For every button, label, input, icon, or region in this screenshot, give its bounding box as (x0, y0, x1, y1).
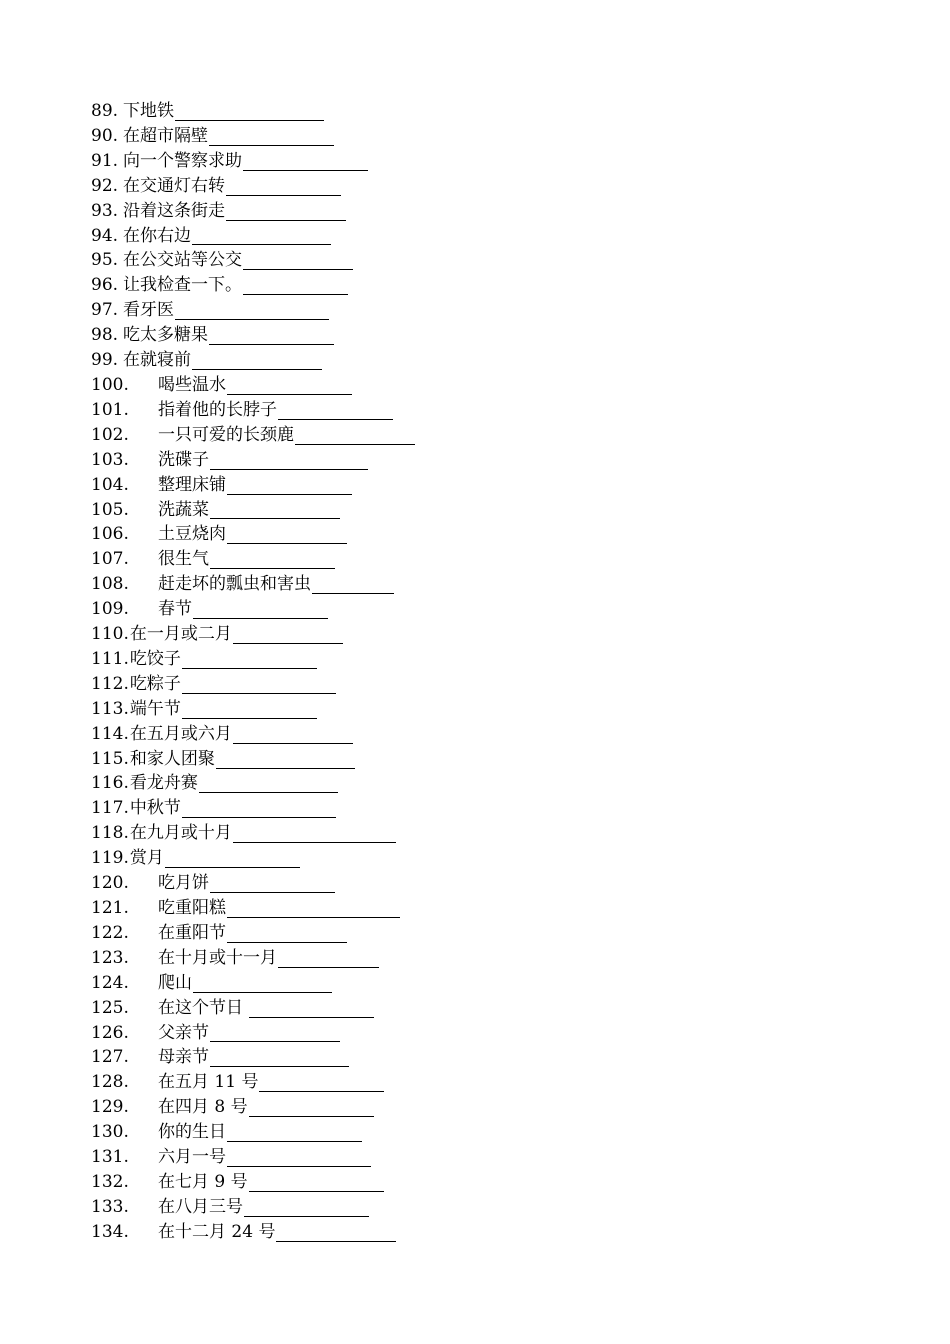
item-number: 123. (91, 947, 129, 968)
item-number: 117. (91, 798, 129, 819)
item-number: 116. (91, 773, 129, 794)
item-number: 98. (91, 325, 119, 346)
item-text: 在十二月 24 号 (158, 1221, 276, 1242)
answer-blank[interactable] (182, 704, 317, 719)
answer-blank[interactable] (175, 106, 324, 121)
list-item (91, 921, 911, 946)
item-number: 132. (91, 1171, 129, 1192)
answer-blank[interactable] (175, 305, 329, 320)
item-text: 喝些温水 (158, 374, 226, 395)
list-item (91, 373, 911, 398)
item-number: 112. (91, 673, 129, 694)
answer-blank[interactable] (227, 1127, 362, 1142)
answer-blank[interactable] (227, 380, 352, 395)
list-item (91, 298, 911, 323)
item-number: 124. (91, 972, 129, 993)
item-number: 99. (91, 350, 119, 371)
item-number: 115. (91, 748, 129, 769)
item-text: 在五月 11 号 (158, 1072, 259, 1093)
item-number: 91. (91, 150, 119, 171)
list-item (91, 124, 911, 149)
answer-blank[interactable] (209, 131, 334, 146)
answer-blank[interactable] (226, 206, 346, 221)
list-item (91, 99, 911, 124)
list-item (91, 622, 911, 647)
list-item (91, 896, 911, 921)
item-number: 96. (91, 275, 119, 296)
item-text: 你的生日 (158, 1122, 226, 1143)
item-number: 104. (91, 474, 129, 495)
item-number: 100. (91, 374, 129, 395)
list-item (91, 647, 911, 672)
item-number: 113. (91, 698, 129, 719)
answer-blank[interactable] (226, 181, 341, 196)
list-item (91, 473, 911, 498)
item-text: 整理床铺 (158, 474, 226, 495)
item-number: 95. (91, 250, 119, 271)
worksheet-list (91, 99, 911, 1245)
answer-blank[interactable] (192, 355, 322, 370)
item-text: 在九月或十月 (129, 823, 232, 844)
list-item (91, 771, 911, 796)
list-item (91, 248, 911, 273)
list-item (91, 224, 911, 249)
list-item (91, 597, 911, 622)
list-item (91, 522, 911, 547)
list-item (91, 448, 911, 473)
list-item (91, 846, 911, 871)
item-text: 中秋节 (129, 798, 181, 819)
list-item (91, 1220, 911, 1245)
list-item (91, 747, 911, 772)
item-text: 很生气 (158, 549, 209, 570)
item-text: 土豆烧肉 (158, 524, 226, 545)
answer-blank[interactable] (216, 754, 355, 769)
list-item (91, 323, 911, 348)
item-number: 126. (91, 1022, 129, 1043)
item-text: 春节 (158, 599, 192, 620)
item-text: 洗碟子 (158, 449, 209, 470)
item-text: 在十月或十一月 (158, 947, 277, 968)
item-text: 看龙舟赛 (129, 773, 198, 794)
answer-blank[interactable] (209, 330, 334, 345)
item-text: 在四月 8 号 (158, 1097, 248, 1118)
answer-blank[interactable] (210, 1052, 349, 1067)
list-item (91, 1195, 911, 1220)
item-number: 107. (91, 549, 129, 570)
answer-blank[interactable] (182, 803, 336, 818)
answer-blank[interactable] (244, 1202, 369, 1217)
list-item (91, 398, 911, 423)
item-number: 118. (91, 823, 129, 844)
item-number: 105. (91, 499, 129, 520)
item-number: 120. (91, 873, 129, 894)
list-item (91, 996, 911, 1021)
list-item (91, 348, 911, 373)
item-text: 指着他的长脖子 (158, 399, 277, 420)
list-item (91, 1120, 911, 1145)
item-text: 在一月或二月 (129, 624, 232, 645)
answer-blank[interactable] (233, 729, 353, 744)
list-item (91, 273, 911, 298)
item-number: 133. (91, 1196, 129, 1217)
item-number: 93. (91, 200, 119, 221)
item-text: 在七月 9 号 (158, 1171, 248, 1192)
item-number: 125. (91, 997, 129, 1018)
item-number: 114. (91, 723, 129, 744)
answer-blank[interactable] (278, 953, 379, 968)
item-text: 看牙医 (123, 300, 175, 321)
answer-blank[interactable] (182, 654, 317, 669)
item-text: 在五月或六月 (129, 723, 232, 744)
answer-blank[interactable] (210, 554, 335, 569)
list-item (91, 547, 911, 572)
list-item (91, 796, 911, 821)
item-text: 六月一号 (158, 1147, 226, 1168)
item-number: 127. (91, 1047, 129, 1068)
item-text: 吃粽子 (129, 673, 181, 694)
list-item (91, 1021, 911, 1046)
item-number: 122. (91, 922, 129, 943)
item-number: 119. (91, 848, 129, 869)
item-number: 110. (91, 624, 129, 645)
list-item (91, 871, 911, 896)
answer-blank[interactable] (182, 679, 336, 694)
item-text: 吃饺子 (129, 648, 181, 669)
item-number: 94. (91, 225, 119, 246)
answer-blank[interactable] (210, 1027, 340, 1042)
item-number: 128. (91, 1072, 129, 1093)
answer-blank[interactable] (193, 604, 328, 619)
list-item (91, 498, 911, 523)
list-item (91, 199, 911, 224)
item-number: 106. (91, 524, 129, 545)
item-text: 下地铁 (123, 101, 175, 121)
answer-blank[interactable] (249, 1177, 384, 1192)
answer-blank[interactable] (227, 480, 352, 495)
answer-blank[interactable] (165, 853, 300, 868)
list-item (91, 971, 911, 996)
item-text: 在就寝前 (123, 350, 192, 371)
answer-blank[interactable] (210, 455, 368, 470)
item-number: 102. (91, 424, 129, 445)
item-text: 沿着这条街走 (123, 200, 226, 221)
answer-blank[interactable] (243, 156, 368, 171)
answer-blank[interactable] (227, 1152, 371, 1167)
item-number: 129. (91, 1097, 129, 1118)
item-text: 在重阳节 (158, 922, 226, 943)
answer-blank[interactable] (227, 928, 347, 943)
answer-blank[interactable] (249, 1102, 374, 1117)
item-text: 洗蔬菜 (158, 499, 209, 520)
item-number: 131. (91, 1147, 129, 1168)
item-number: 108. (91, 574, 129, 595)
list-item (91, 722, 911, 747)
item-text: 一只可爱的长颈鹿 (158, 424, 294, 445)
list-item (91, 1095, 911, 1120)
list-item (91, 672, 911, 697)
list-item (91, 1145, 911, 1170)
item-text: 父亲节 (158, 1022, 209, 1043)
answer-blank[interactable] (243, 255, 353, 270)
list-item (91, 1170, 911, 1195)
answer-blank[interactable] (227, 903, 400, 918)
item-number: 89. (91, 101, 119, 121)
answer-blank[interactable] (276, 1227, 396, 1242)
item-text: 在交通灯右转 (123, 175, 226, 196)
answer-blank[interactable] (278, 405, 393, 420)
item-text: 爬山 (158, 972, 192, 993)
answer-blank[interactable] (259, 1077, 384, 1092)
list-item (91, 946, 911, 971)
item-text: 让我检查一下。 (123, 275, 243, 296)
item-number: 97. (91, 300, 119, 321)
item-text: 和家人团聚 (129, 748, 215, 769)
item-number: 109. (91, 599, 129, 620)
item-number: 92. (91, 175, 119, 196)
answer-blank[interactable] (295, 430, 415, 445)
answer-blank[interactable] (249, 1003, 374, 1018)
item-text: 吃太多糖果 (123, 325, 209, 346)
item-number: 90. (91, 125, 119, 146)
list-item (91, 1070, 911, 1095)
item-text: 赶走坏的瓢虫和害虫 (158, 574, 311, 595)
item-text: 赏月 (129, 848, 164, 869)
item-text: 在公交站等公交 (123, 250, 243, 271)
item-number: 111. (91, 648, 129, 669)
list-item (91, 423, 911, 448)
list-item (91, 697, 911, 722)
item-number: 134. (91, 1221, 129, 1242)
answer-blank[interactable] (193, 978, 332, 993)
item-number: 121. (91, 898, 129, 918)
answer-blank[interactable] (199, 778, 338, 793)
answer-blank[interactable] (312, 579, 394, 594)
item-text: 在你右边 (123, 225, 192, 246)
list-item (91, 1045, 911, 1070)
list-item (91, 572, 911, 597)
item-text: 在这个节日 (158, 997, 249, 1018)
list-item (91, 174, 911, 199)
answer-blank[interactable] (192, 230, 331, 245)
item-text: 在超市隔壁 (123, 125, 209, 146)
item-text: 在八月三号 (158, 1196, 243, 1217)
answer-blank[interactable] (210, 504, 340, 519)
item-text: 端午节 (129, 698, 181, 719)
item-text: 吃月饼 (158, 873, 209, 894)
list-item (91, 821, 911, 846)
item-number: 130. (91, 1122, 129, 1143)
answer-blank[interactable] (210, 878, 335, 893)
item-number: 103. (91, 449, 129, 470)
item-text: 母亲节 (158, 1047, 209, 1068)
answer-blank[interactable] (243, 280, 348, 295)
list-item (91, 149, 911, 174)
item-number: 101. (91, 399, 129, 420)
answer-blank[interactable] (227, 529, 347, 544)
answer-blank[interactable] (233, 828, 396, 843)
item-text: 吃重阳糕 (158, 898, 226, 918)
answer-blank[interactable] (233, 629, 343, 644)
item-text: 向一个警察求助 (123, 150, 243, 171)
